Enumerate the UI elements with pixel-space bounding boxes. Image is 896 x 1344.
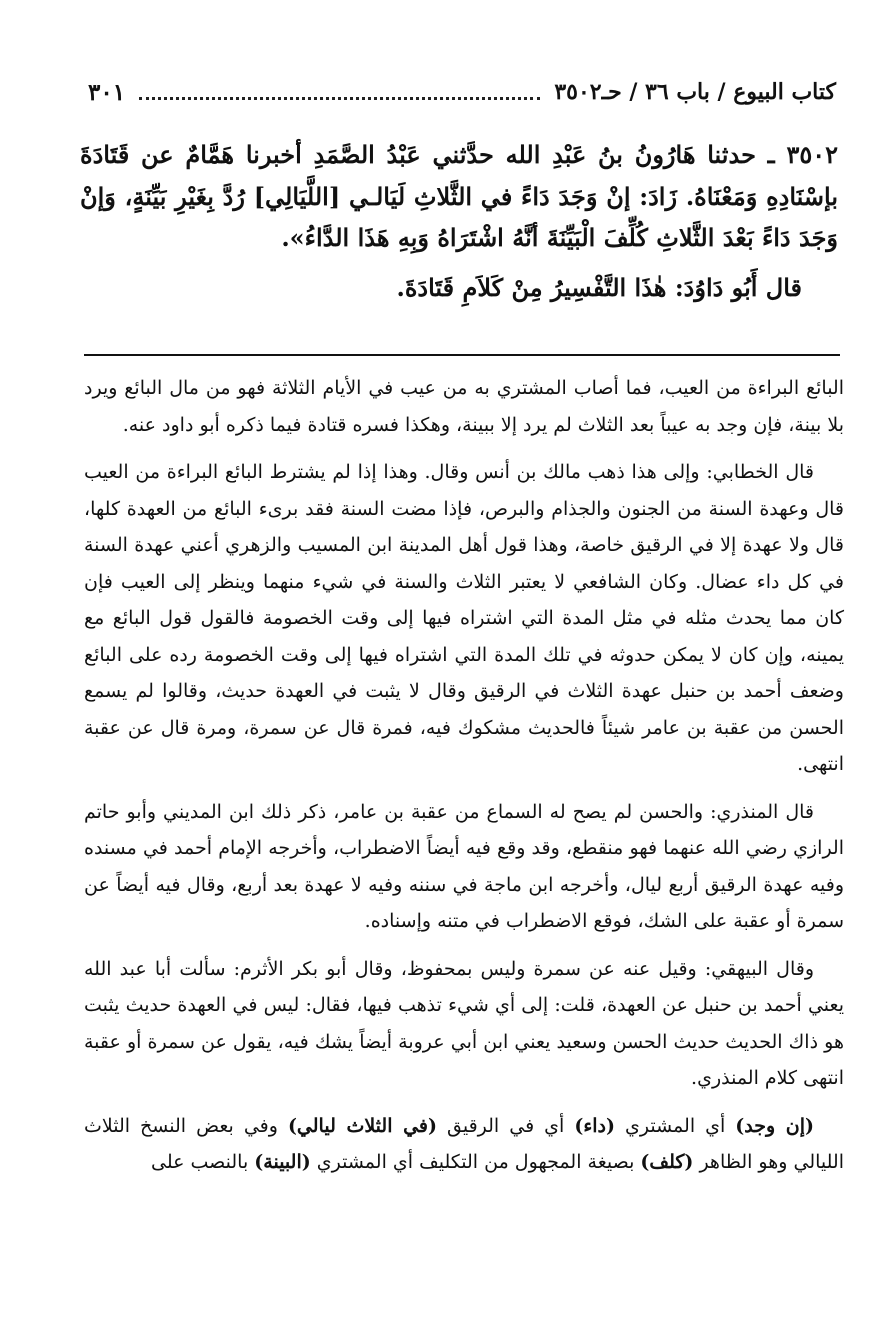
- running-title: كتاب البيوع / باب ٣٦ / حـ٣٥٠٢: [554, 79, 836, 105]
- commentary-paragraph: وقال البيهقي: وقيل عنه عن سمرة وليس بمحفوظ، وقال أبو بكر الأثرم: سألت أبا عبد الله يعني أحمد بن حنبل عن العهدة، قلت: إلى أي شيء تذهب فيها، فقال: ليس في العهدة حديث يثبت هو ذاك الحديث حديث الحسن وسعيد يعني ابن أبي عروبة أيضاً يشك فيه، يقول عن سمرة أو عقبة انتهى كلام المنذري.: [84, 957, 844, 1089]
- abu-dawud-note: قال أَبُو دَاوُدَ: هٰذَا التَّفْسِيرُ مِنْ كَلاَمِ قَتَادَةَ.: [396, 272, 802, 302]
- term-kullifa: (كلف): [640, 1151, 694, 1173]
- term-al-bayyina: (البينة): [254, 1151, 311, 1173]
- commentary-text: أي في الرقيق: [436, 1114, 575, 1137]
- commentary-text: بالنصب على: [151, 1151, 255, 1173]
- commentary-paragraph: قال الخطابي: وإلى هذا ذهب مالك بن أنس وقال. وهذا إذا لم يشترط البائع البراءة من العيب قال وعهدة السنة من الجنون والجذام والبرص، فإذا مضت السنة فقد برىء البائع من العهدة كلها، قال ولا عهدة إلا في الرقيق خاصة، وهذا قول أهل المدينة ابن المسيب والزهري أعني عهدة السنة في كل داء عضال. وكان الشافعي لا يعتبر الثلاث والسنة في شيء منهما وينظر إلى العيب فإن كان مما يحدث مثله في مثل المدة التي اشتراه فيها إلى وقت الخصومة فالقول قول البائع مع يمينه، وإن كان لا يمكن حدوثه في تلك المدة التي اشتراه فيها إلى وقت الخصومة رده على البائع وضعف أحمد بن حنبل عهدة الثلاث في الرقيق وقال لا يثبت في العهدة حديث، وقالوا لم يسمع الحسن من عقبة بن عامر شيئاً فالحديث مشكوك فيه، فمرة قال عن سمرة، ومرة قال عن عقبة انتهى.: [84, 461, 844, 775]
- term-daa: (داء): [574, 1114, 615, 1137]
- commentary-paragraph: قال المنذري: والحسن لم يصح له السماع من عقبة بن عامر، ذكر ذلك ابن المديني وأبو حاتم الرازي رضي الله عنهما فهو منقطع، وقد وقع فيه أيضاً الاضطراب، وأخرجه الإمام أحمد في مسنده وفيه عهدة الرقيق أربع ليال، وأخرجه ابن ماجة في سننه وفيه لا عهدة بعد أربع، وقال فيه أيضاً عن سمرة أو عقبة على الشك، فوقع الاضطراب في متنه وإسناده.: [84, 800, 844, 932]
- page-header: [88, 72, 836, 112]
- footnote-divider: [84, 354, 840, 356]
- commentary-text: بصيغة المجهول من التكليف أي المشتري: [310, 1151, 641, 1173]
- term-in-wajada: (إن وجد): [735, 1114, 814, 1137]
- commentary-paragraph: [84, 1108, 844, 1181]
- commentary-paragraph: البائع البراءة من العيب، فما أصاب المشتري به من عيب في الأيام الثلاثة فهو من مال البائع ويرد بلا بينة، فإن وجد به عيباً بعد الثلاث لم يرد إلا ببينة، وهكذا فسره قتادة فيما ذكره أبو داود عنه.: [84, 377, 844, 436]
- commentary-text: وفي بعض النسخ الثلاث الليالي وهو الظاهر: [84, 1114, 844, 1173]
- page-number: ٣٠١: [88, 78, 126, 106]
- hadith-text-block: [80, 134, 838, 308]
- term-fi-al-thalath: (في الثلاث ليالي): [287, 1114, 437, 1137]
- commentary-text: أي المشتري: [615, 1114, 736, 1137]
- hadith-body: حدثنا هَارُونُ بنُ عَبْدِ الله حدَّثني عَبْدُ الصَّمَدِ أخبرنا هَمَّامٌ عن قَتَادَةَ بإسْنَادِهِ وَمَعْنَاهُ. زَادَ: إنْ وَجَدَ دَاءً في الثَّلاثِ لَيَالـي [اللَّيَالِي] رُدَّ بِغَيْرِ بَيِّنَةٍ، وَإنْ وَجَدَ دَاءً بَعْدَ الثَّلاثِ كُلِّفَ الْبَيِّنَةَ أنَّهُ اشْتَرَاهُ وَبِهِ هَذَا الدَّاءُ».: [80, 140, 838, 252]
- dotted-leader: [139, 97, 540, 100]
- commentary-block: [84, 370, 844, 1192]
- hadith-paragraph: [80, 134, 838, 259]
- hadith-number: ٣٥٠٢ ـ: [767, 140, 838, 169]
